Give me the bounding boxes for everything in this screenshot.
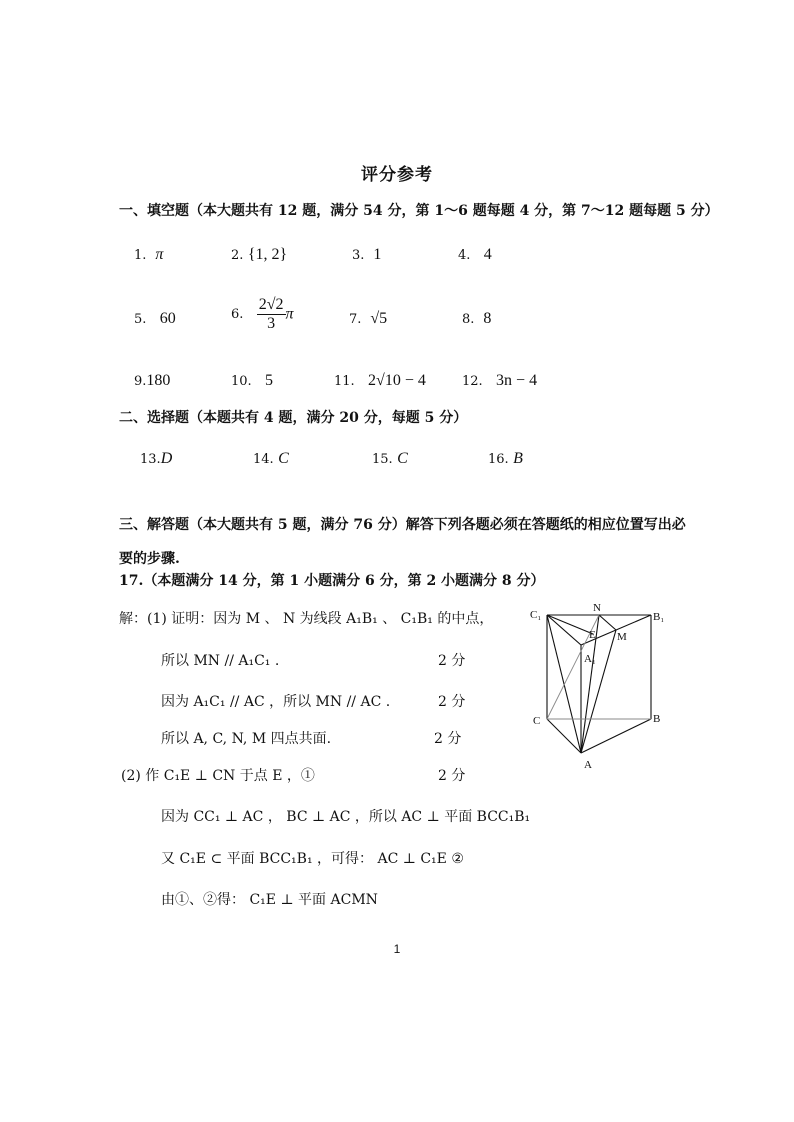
answer-7: 7. √5 — [349, 310, 388, 327]
edge-ca — [547, 719, 581, 753]
answer-6-fraction: $\frac{2√2}{3}$ — [258, 296, 284, 332]
solution-line-7: 又 C₁E ⊂ 平面 BCC₁B₁ ，可得： AC ⊥ C₁E ② — [161, 851, 464, 867]
label-n: N — [593, 602, 601, 614]
solution-line-6: 因为 CC₁ ⊥ AC ， BC ⊥ AC ，所以 AC ⊥ 平面 BCC₁B₁ — [161, 809, 531, 825]
answer-2: 2. {1, 2} — [231, 246, 288, 263]
score-line-5: 2 分 — [438, 768, 466, 784]
score-line-4: 2 分 — [434, 731, 462, 747]
line-nm — [599, 615, 616, 630]
section1-heading: 一、填空题（本大题共有 12 题，满分 54 分，第 1～6 题每题 4 分，第 7～12 题每题 5 分） — [119, 203, 719, 219]
section2-heading: 二、选择题（本题共有 4 题，满分 20 分，每题 5 分） — [119, 410, 468, 426]
solution-line-1: 解：(1) 证明：因为 M 、 N 为线段 A₁B₁ 、 C₁B₁ 的中点， — [119, 611, 494, 627]
solution-line-8: 由①、②得： C₁E ⊥ 平面 ACMN — [161, 892, 378, 908]
answer-14: 14. C — [253, 450, 289, 467]
edge-ab — [581, 719, 651, 753]
answer-16: 16. B — [488, 450, 523, 467]
page-number: 1 — [393, 942, 401, 956]
score-line-3: 2 分 — [438, 694, 466, 710]
section3-heading: 三、解答题（本大题共有 5 题，满分 76 分）解答下列各题必须在答题纸的相应位置写出必 — [119, 517, 686, 533]
label-c: C — [533, 715, 541, 727]
score-line-2: 2 分 — [438, 653, 466, 669]
prism-figure — [520, 598, 680, 778]
answer-6: 6. $\frac{2√2}{3}$ π — [231, 296, 294, 332]
answer-13: 13.D — [140, 450, 173, 467]
section3-heading-cont: 要的步骤. — [119, 551, 180, 567]
answer-1: 1. π — [134, 246, 164, 263]
answer-9: 9.180 — [134, 372, 171, 389]
solution-line-3: 因为 A₁C₁ // AC ，所以 MN // AC . — [161, 694, 391, 710]
label-m: M — [617, 631, 627, 643]
answer-4: 4. 4 — [458, 246, 492, 263]
page-title: 评分参考 — [361, 165, 433, 185]
solution-line-4: 所以 A, C, N, M 四点共面. — [161, 731, 332, 747]
label-b: B — [653, 713, 661, 725]
solution-line-5: (2) 作 C₁E ⊥ CN 于点 E ，① — [121, 768, 315, 784]
answer-5: 5. 60 — [134, 310, 176, 327]
solution-line-2: 所以 MN // A₁C₁ . — [161, 653, 280, 669]
answer-11: 11. 2√10 − 4 — [334, 372, 426, 389]
label-a: A — [584, 759, 592, 771]
answer-15: 15. C — [372, 450, 408, 467]
label-b1: B₁ — [653, 611, 665, 623]
line-ma — [581, 630, 616, 753]
q17-heading: 17.（本题满分 14 分，第 1 小题满分 6 分，第 2 小题满分 8 分） — [119, 573, 545, 589]
answer-8: 8. 8 — [462, 310, 492, 327]
edge-c1a1 — [547, 615, 581, 645]
answer-3: 3. 1 — [352, 246, 382, 263]
label-a1: A₁ — [584, 653, 596, 665]
line-c1e — [547, 615, 593, 634]
answer-12: 12. 3n − 4 — [462, 372, 538, 389]
answer-10: 10. 5 — [231, 372, 274, 389]
label-e: E — [589, 629, 596, 641]
label-c1: C₁ — [530, 609, 542, 621]
